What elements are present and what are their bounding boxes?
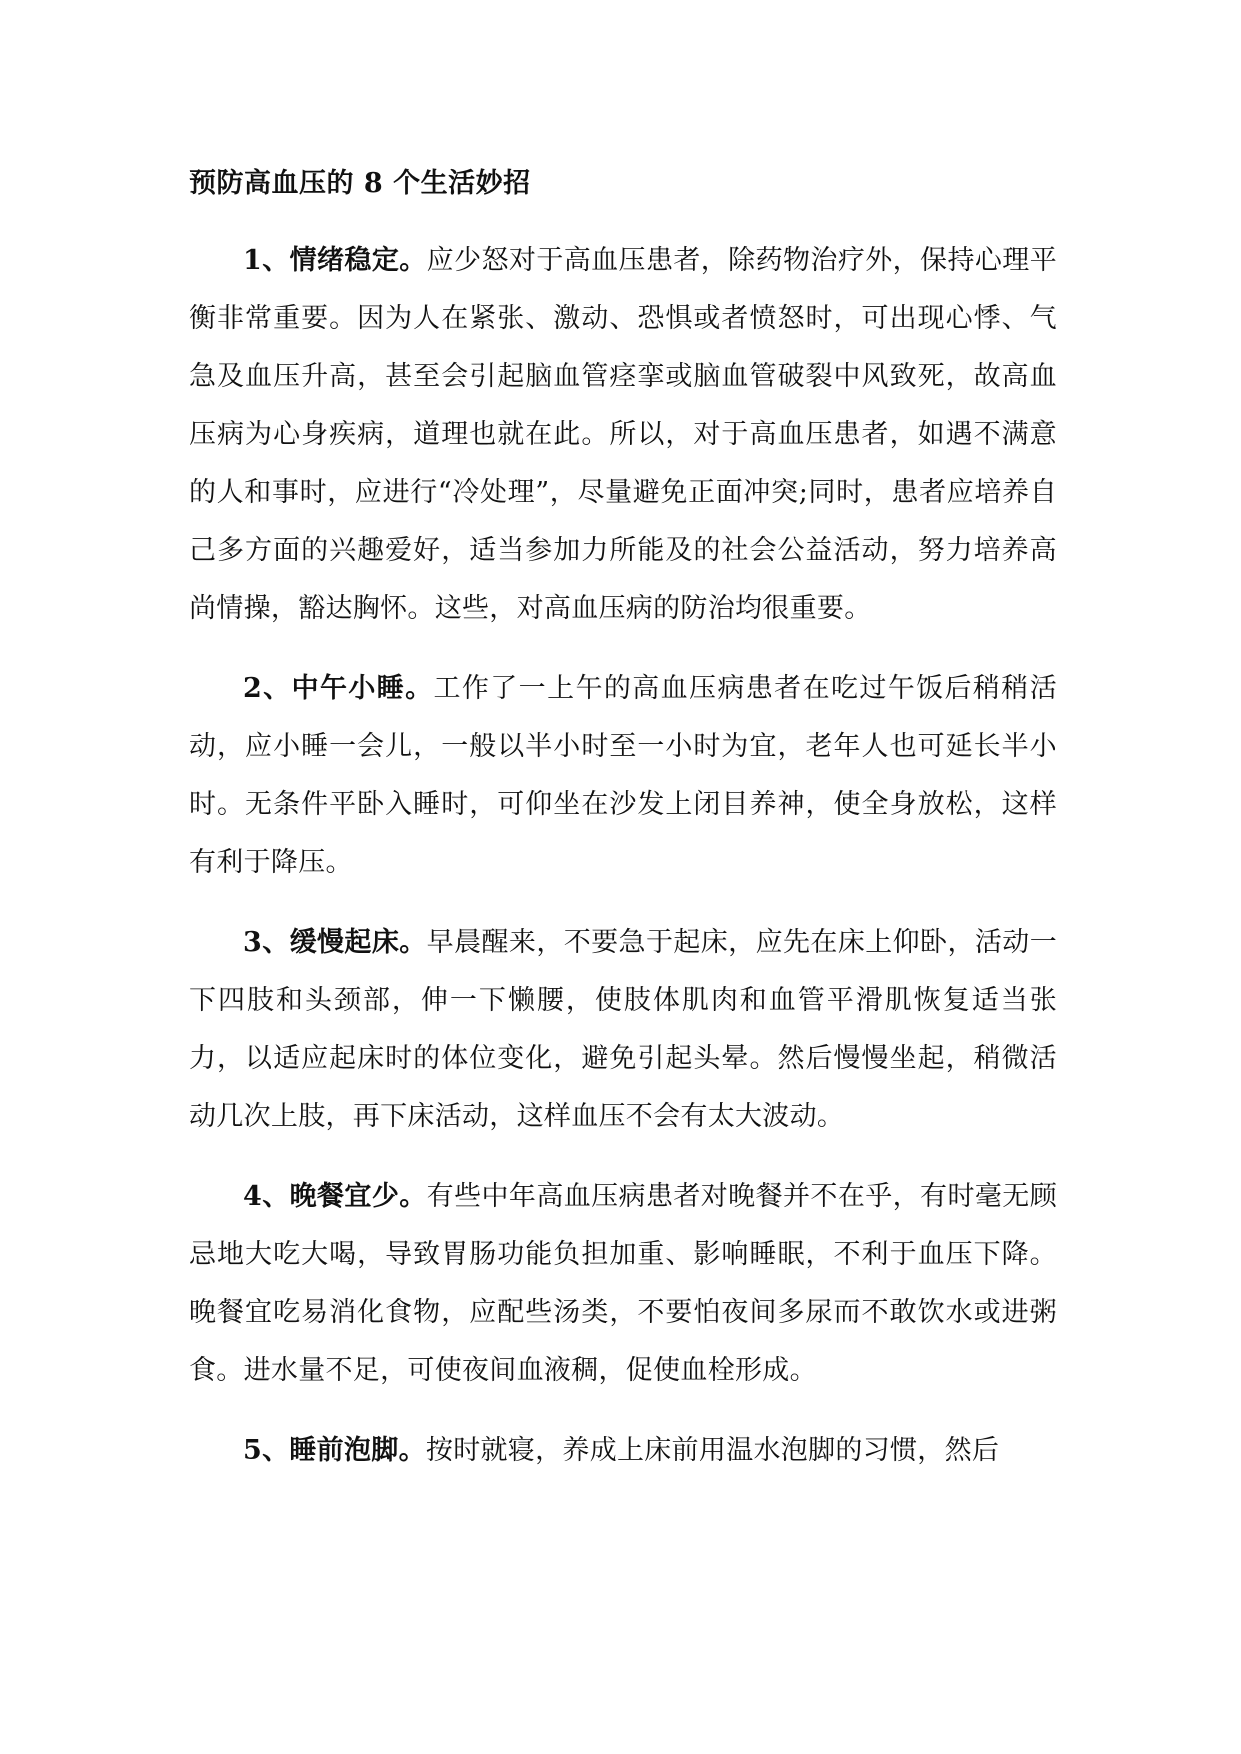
document-title: 预防高血压的 8 个生活妙招 <box>189 168 531 199</box>
section-heading: 2、中午小睡。 <box>243 673 434 704</box>
section-text: 按时就寝，养成上床前用温水泡脚的习惯，然后 <box>425 1435 1000 1466</box>
section-paragraph <box>189 1168 1057 1400</box>
section-heading: 3、缓慢起床。 <box>243 927 427 958</box>
section-text: 有些中年高血压病患者对晚餐并不在乎，有时毫无顾忌地大吃大喝，导致胃肠功能负担加重、影响睡眠，不利于血压下降。晚餐宜吃易消化食物，应配些汤类，不要怕夜间多尿而不敢饮水或进粥食。进水量不足，可使夜间血液稠，促使血栓形成。 <box>189 1181 1058 1386</box>
section-heading: 1、情绪稳定。 <box>243 245 427 276</box>
section-paragraph <box>189 660 1057 892</box>
section-heading: 5、睡前泡脚。 <box>243 1435 426 1466</box>
section-text: 工作了一上午的高血压病患者在吃过午饭后稍稍活动，应小睡一会儿，一般以半小时至一小时为宜，老年人也可延长半小时。无条件平卧入睡时，可仰坐在沙发上闭目养神，使全身放松，这样有利于降压。 <box>189 673 1057 878</box>
section-paragraph <box>189 914 1057 1146</box>
section-paragraph <box>189 232 1057 638</box>
section-paragraph <box>189 1422 1057 1480</box>
section-text: 早晨醒来，不要急于起床，应先在床上仰卧，活动一下四肢和头颈部，伸一下懒腰，使肢体肌肉和血管平滑肌恢复适当张力，以适应起床时的体位变化，避免引起头晕。然后慢慢坐起，稍微活动几次上肢，再下床活动，这样血压不会有太大波动。 <box>189 927 1058 1132</box>
section-heading: 4、晚餐宜少。 <box>243 1181 427 1212</box>
section-text: 应少怒对于高血压患者，除药物治疗外，保持心理平衡非常重要。因为人在紧张、激动、恐惧或者愤怒时，可出现心悸、气急及血压升高，甚至会引起脑血管痉挛或脑血管破裂中风致死，故高血压病为心身疾病，道理也就在此。所以，对于高血压患者，如遇不满意的人和事时，应进行“冷处理”，尽量避免正面冲突;同时，患者应培养自己多方面的兴趣爱好，适当参加力所能及的社会公益活动，努力培养高尚情操，豁达胸怀。这些，对高血压病的防治均很重要。 <box>189 245 1058 624</box>
document-body <box>189 158 1057 1480</box>
